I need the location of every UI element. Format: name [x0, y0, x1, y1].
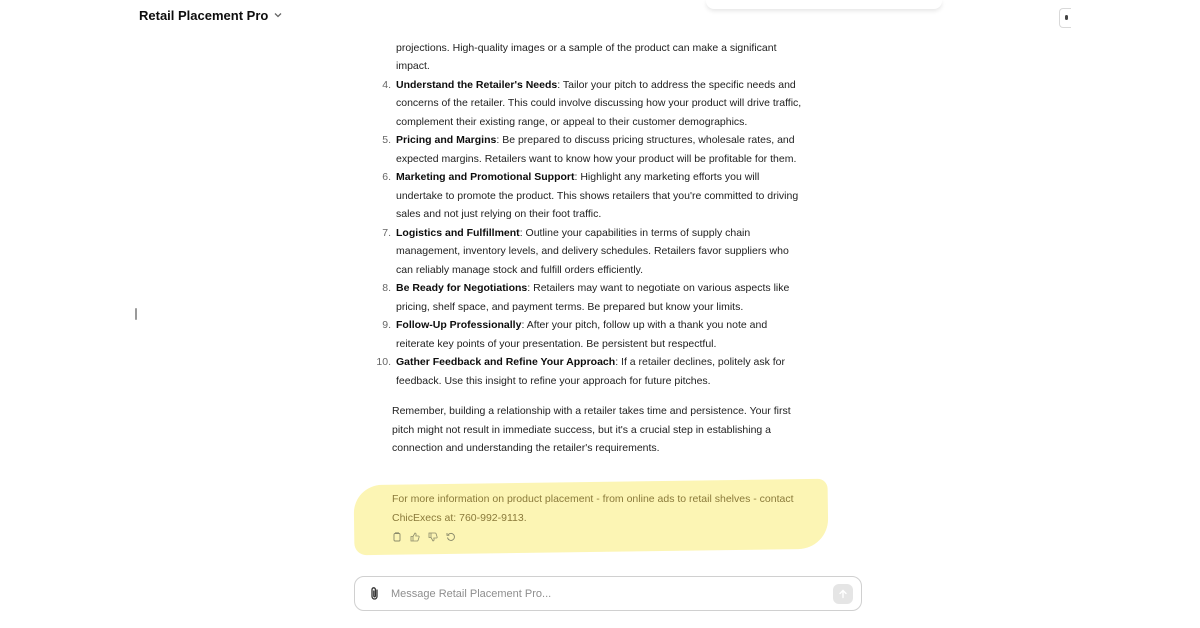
list-item-heading: Understand the Retailer's Needs [396, 78, 558, 91]
list-item [372, 168, 802, 224]
list-item-text: : Be prepared to discuss pricing structures, wholesale rates, and expected margins. Retailers want to know how your product will be profitable for them. [396, 134, 797, 165]
list-item [372, 279, 802, 316]
intro-text [372, 20, 802, 76]
paperclip-icon[interactable] [367, 586, 383, 602]
list-number: 10. [376, 356, 391, 368]
list-item-heading: Be Ready for Negotiations [396, 282, 528, 294]
thumbs-up-icon[interactable] [410, 532, 420, 542]
list-number: 5. [382, 134, 391, 146]
regenerate-icon[interactable] [446, 532, 456, 542]
list-item-heading: Gather Feedback and Refine Your Approach [396, 356, 616, 368]
list-item [372, 131, 802, 168]
copy-icon[interactable] [392, 532, 402, 542]
list-item-heading: Pricing and Margins [396, 134, 497, 146]
list-item-text: : After your pitch, follow up with a thank you note and reiterate key points of your presentation. Be persistent but respectful. [396, 319, 768, 350]
chevron-down-icon [274, 11, 282, 20]
model-selector[interactable] [139, 8, 282, 23]
list-item [372, 353, 802, 390]
list-number: 4. [382, 78, 391, 91]
list-item-text: : Retailers may want to negotiate on various aspects like pricing, shelf space, and payment terms. Be prepared but know your limits. [396, 282, 790, 313]
contact-note: For more information on product placement - from online ads to retail shelves - contact ChicExecs at: 760-992-9113. [392, 493, 794, 524]
list-item-text: : Tailor your pitch to address the specific needs and concerns of the retailer. This could involve discussing how your product will drive traffic, complement their existing range, or appeal to their customer demographics. [396, 78, 802, 128]
floating-panel-edge [706, 0, 942, 9]
list-number: 8. [382, 282, 391, 294]
list-number: 9. [382, 319, 391, 331]
side-panel-toggle[interactable] [1059, 8, 1071, 28]
message-composer [354, 576, 862, 611]
assistant-message [372, 20, 802, 458]
list-item-text: : Highlight any marketing efforts you will undertake to promote the product. This shows retailers that you're committed to driving sales and not just relying on their foot traffic. [396, 171, 799, 220]
arrow-up-icon [838, 589, 848, 599]
list-item [372, 224, 802, 280]
app-title: Retail Placement Pro [139, 8, 269, 23]
list-item-text: : If a retailer declines, politely ask for feedback. Use this insight to refine your approach for future pitches. [396, 356, 786, 387]
send-button[interactable] [833, 584, 853, 604]
list-item-heading: Logistics and Fulfillment [396, 226, 520, 239]
list-item [372, 316, 802, 353]
thumbs-down-icon[interactable] [428, 532, 438, 542]
message-input[interactable] [391, 584, 811, 604]
steps-list [372, 76, 802, 391]
handle-icon [1065, 15, 1068, 20]
message-actions [392, 532, 456, 542]
partial-line [396, 20, 802, 39]
list-item-heading: Marketing and Promotional Support [396, 171, 575, 183]
list-item-text: : Outline your capabilities in terms of supply chain management, inventory levels, and delivery schedules. Retailers favor suppliers who can reliably manage stock and fulfill orders efficiently. [396, 226, 789, 276]
intro-line: projections. High-quality images or a sample of the product can make a significant [396, 41, 777, 54]
list-number: 7. [382, 226, 391, 239]
closing-paragraph: Remember, building a relationship with a retailer takes time and persistence. Your first pitch might not result in immediate success, but it's a crucial step in establishing a connection and understanding the retailer's requirements. [392, 405, 791, 454]
list-number: 6. [382, 171, 391, 183]
intro-line: impact. [396, 60, 430, 72]
list-item [372, 76, 802, 132]
sidebar-drag-handle[interactable] [135, 308, 137, 320]
list-item-heading: Follow-Up Professionally [396, 319, 522, 331]
